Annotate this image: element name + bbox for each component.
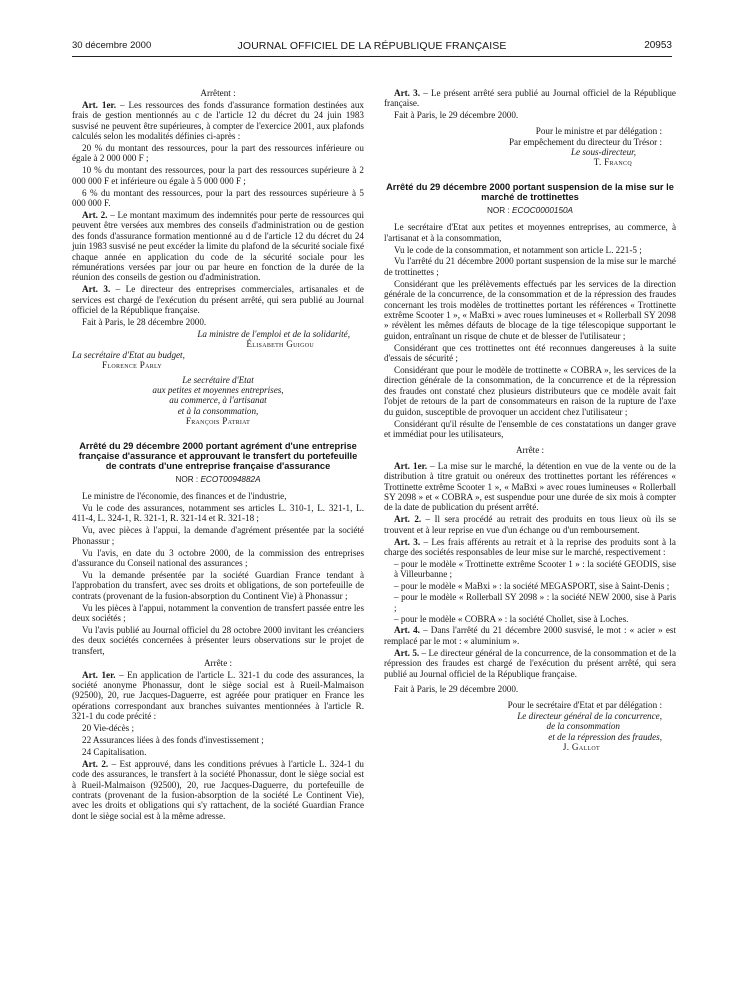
signatory-2-name: Florence Parly xyxy=(102,360,163,371)
article-1-item: 10 % du montant des ressources, pour la part des ressources supérieure à 2 000 000 F et inférieure ou égale à 5 000 000 F ; xyxy=(72,165,364,186)
vu-paragraph: Vu l'avis, en date du 3 octobre 2000, de la commission des entreprises d'assurance du Conseil national des assurances ; xyxy=(72,547,364,568)
decree-title: Arrêté du 29 décembre 2000 portant suspension de la mise sur le marché de trottinettes xyxy=(386,181,674,202)
decree-article-1-text: – La mise sur le marché, la détention en vue de la vente ou de la distribution à titre gratuit ou onéreux des trottinettes portant les références « Trottinette extrême Scooter 1 », « MaBxi » avec roues lumineuses « Rollerball SY 2098 » et « COBRA », est suspendue pour une durée de six mois à compter de la date de publication du présent arrêté. xyxy=(384,460,676,513)
considerant-paragraph: Considérant que ces trottinettes ont été reconnues dangereuses à la suite d'essais de sécurité ; xyxy=(384,342,676,364)
vu-paragraph: Vu le code de la consommation, et notamment son article L. 221-5 ; xyxy=(394,244,642,255)
done-at: Fait à Paris, le 29 décembre 2000. xyxy=(394,110,519,121)
article-1-text: – Les ressources des fonds d'assurance formation destinées aux frais de gestion mentionnés au c de l'article 12 du décret du 24 juin 1983 susvisé ne peuvent être supérieures, à compter de l'exercice 2001, aux plafonds calculés selon les modalités définies ci-après : xyxy=(72,99,364,142)
decree-article-4-text: – Dans l'arrêté du 21 décembre 2000 susvisé, le mot : « acier » est remplacé par le mot : « aluminium ». xyxy=(384,625,676,646)
signatory-title: Par empêchement du directeur du Trésor : xyxy=(508,136,662,147)
article-3-label: Art. 3. xyxy=(82,284,111,295)
signatory-name: T. Francq xyxy=(593,157,632,168)
decree-article-2-label: Art. 2. xyxy=(394,514,422,525)
vu-paragraph: Vu la demande présentée par la société Guardian France tendant à l'approbation du transfert, avec ses droits et obligations, de son portefeuille de contrats (provenant de la fusion-absorption du Continent Vie) à Phonassur ; xyxy=(72,569,364,601)
considerant-paragraph: Considérant que les prélèvements effectués par les services de la direction générale de la concurrence, de la consommation et de la répression des fraudes concernant les trois modèles de trottinettes portant les références « Trottinette extrême Scooter 1 », « MaBxi » avec roues lumineuses et « Rollerball SY 2098 » révèlent les mêmes défauts de blocage de la tige télescopique supportant le guidon, entraînant un risque de chute et de blesser de l'utilisateur ; xyxy=(384,278,676,341)
article-1-label: Art. 1er. xyxy=(82,99,117,110)
signatory-2-title: Le directeur général de la concurrence, xyxy=(517,710,662,721)
signatory-3-title: au commerce, à l'artisanat xyxy=(169,395,267,406)
vu-paragraph: Le secrétaire d'Etat aux petites et moyennes entreprises, au commerce, à l'artisanat et à la consommation, xyxy=(384,222,676,243)
decree-article-3-text: – Les frais afférents au retrait et à la reprise des produits sont à la charge des sociétés responsables de leur mise sur le marché, respectivement : xyxy=(384,536,676,558)
article-3 xyxy=(384,88,676,109)
signatory-title: Le sous-directeur, xyxy=(570,147,636,158)
company-item: – pour le modèle « Trottinette extrême Scooter 1 » : la société GEODIS, sise à Villeurbanne ; xyxy=(394,558,676,580)
arrete-label: Arrête : xyxy=(203,657,233,668)
signatory-2-title: Pour le secrétaire d'Etat et par délégation : xyxy=(507,700,662,711)
nor-code: ECOT0094882A xyxy=(200,474,261,484)
branch-item: 24 Capitalisation. xyxy=(82,746,147,757)
decree-article-1-text: – En application de l'article L. 321-1 du code des assurances, la société anonyme Phonassur, dont le siège social est à Rueil-Malmaison (92500), 20, rue Jacques-Daguerre, est agréée pour pratiquer en France les opérations correspondant aux branches suivantes mentionnées à l'article R. 321-1 du code précité : xyxy=(72,669,364,722)
article-2 xyxy=(72,210,364,283)
considerant-paragraph: Considérant qu'il résulte de l'ensemble de ces constatations un danger grave et immédiat pour les utilisateurs, xyxy=(384,418,676,439)
decree-article-4-label: Art. 4. xyxy=(394,625,420,636)
page-header xyxy=(72,40,672,56)
done-at: Fait à Paris, le 29 décembre 2000. xyxy=(394,684,519,695)
signatory-1-title: La ministre de l'emploi et de la solidarité, xyxy=(197,328,350,339)
company-item: – pour le modèle « Rollerball SY 2098 » : la société NEW 2000, sise à Paris ; xyxy=(394,592,676,613)
vu-paragraph: Le ministre de l'économie, des finances et de l'industrie, xyxy=(82,491,287,501)
header-title: JOURNAL OFFICIEL DE LA RÉPUBLIQUE FRANÇAISE xyxy=(237,40,507,52)
header-rule xyxy=(72,56,672,57)
decree-article-5-text: – Le directeur général de la concurrence, de la consommation et de la répression des fraudes est chargé de l'exécution du présent arrêté, qui sera publié au Journal officiel de la République française. xyxy=(384,647,676,679)
signatory-3-title: Le secrétaire d'Etat xyxy=(182,374,254,385)
company-item: – pour le modèle « MaBxi » : la société MEGASPORT, sise à Saint-Denis ; xyxy=(394,580,670,591)
right-column xyxy=(384,88,676,752)
decree-article-4 xyxy=(384,625,676,646)
decree-article-1-label: Art. 1er. xyxy=(394,460,428,471)
company-item: – pour le modèle « COBRA » : la société Chollet, sise à Loches. xyxy=(394,613,629,624)
vu-paragraph: Vu, avec pièces à l'appui, la demande d'agrément présentée par la société Phonassur ; xyxy=(72,525,364,546)
signatory-3-title: aux petites et moyennes entreprises, xyxy=(152,384,284,395)
decree-article-2-label: Art. 2. xyxy=(82,758,109,769)
done-at: Fait à Paris, le 28 décembre 2000. xyxy=(82,317,207,328)
arretent-label: Arrêtent : xyxy=(200,88,236,98)
header-date: 30 décembre 2000 xyxy=(72,40,152,51)
signatory-2-title: La secrétaire d'Etat au budget, xyxy=(72,349,185,360)
vu-paragraph: Vu l'avis publié au Journal officiel du 28 octobre 2000 invitant les créanciers des deux sociétés concernées à présenter leurs observations sur le projet de transfert, xyxy=(72,624,364,656)
nor-label: NOR : xyxy=(175,474,199,484)
signatory-3-title: et à la consommation, xyxy=(177,405,259,416)
decree-article-5 xyxy=(384,648,676,679)
vu-paragraph: Vu les pièces à l'appui, notamment la convention de transfert passée entre les deux sociétés ; xyxy=(72,602,364,623)
decree-article-2 xyxy=(72,759,364,821)
article-1 xyxy=(72,100,364,142)
page-number: 20953 xyxy=(644,40,672,51)
nor-label: NOR : xyxy=(486,205,510,215)
signatory-1-name: Élisabeth Guigou xyxy=(246,339,314,350)
branch-item: 22 Assurances liées à des fonds d'investissement ; xyxy=(82,734,264,745)
signatory-2-name: J. Gallot xyxy=(562,741,600,752)
article-1-item: 6 % du montant des ressources, pour la part des ressources supérieure à 5 000 000 F. xyxy=(72,187,364,209)
vu-paragraph: Vu l'arrêté du 21 décembre 2000 portant suspension de la mise sur le marché de trottinettes ; xyxy=(384,256,676,277)
decree-title: Arrêté du 29 décembre 2000 portant agrément d'une entreprise française d'assurance et approuvant le transfert du portefeuille de contrats d'une entreprise française d'assurance xyxy=(78,440,358,471)
article-2-text: – Le montant maximum des indemnités pour perte de ressources qui peuvent être versées aux membres des conseils d'administration ou de gestion des fonds d'assurance formation mentionné au d de l'article 12 du décret du 24 juin 1983 susvisé ne peut excéder la limite du plafond de la sécurité sociale fixé chaque année en application du code de la sécurité sociale pour les rémunérations versées par jour ou par heure en fonction de la durée de la réunion des conseils de gestion ou d'administration. xyxy=(72,209,364,283)
decree-article-3 xyxy=(384,537,676,558)
decree-article-2-text: – Est approuvé, dans les conditions prévues à l'article L. 324-1 du code des assurances, le transfert à la société Phonassur, dont le siège social est à Rueil-Malmaison (92500), 20, rue Jacques-Daguerre, du portefeuille de contrats (provenant de la fusion-absorption de la société Le Continent Vie), avec les droits et obligations qui s'y rattachent, de la société Guardian France dont le siège social est à la même adresse. xyxy=(72,758,364,821)
signatory-2-title: et de la répression des fraudes, xyxy=(548,731,662,742)
decree-article-1 xyxy=(72,670,364,722)
article-3-label: Art. 3. xyxy=(394,88,420,98)
considerant-paragraph: Considérant que pour le modèle de trottinette « COBRA », les services de la direction générale de la consommation, de la concurrence et de la répression des fraudes ont constaté chez plusieurs distributeurs que ce modèle avait fait l'objet de retours de la part de consommateurs en raison de la rupture de l'axe du guidon, susceptible de provoquer un accident chez l'utilisateur ; xyxy=(384,365,676,417)
left-column xyxy=(72,88,364,823)
decree-article-3-label: Art. 3. xyxy=(394,536,421,547)
signatory-2-title: de la consommation xyxy=(546,721,620,732)
decree-nor xyxy=(384,206,676,216)
decree-article-1-label: Art. 1er. xyxy=(82,669,116,680)
arrete-label: Arrête : xyxy=(515,444,545,455)
decree-article-1 xyxy=(384,461,676,513)
decree-article-2-text: – Il sera procédé au retrait des produits en tous lieux où ils se trouvent et à leur reprise en vue d'un échange ou d'un remboursement. xyxy=(384,514,676,535)
signatory-title: Pour le ministre et par délégation : xyxy=(535,126,662,137)
branch-item: 20 Vie-décès ; xyxy=(82,723,134,734)
nor-code: ECOC0000150A xyxy=(512,205,574,215)
signatory-3-name: François Patriat xyxy=(185,416,251,427)
article-3-text: – Le présent arrêté sera publié au Journal officiel de la République française. xyxy=(384,88,676,109)
vu-paragraph: Vu le code des assurances, notamment ses articles L. 310-1, L. 321-1, L. 411-4, L. 324-1, R. 321-1, R. 321-14 et R. 321-18 ; xyxy=(72,502,364,524)
article-1-item: 20 % du montant des ressources, pour la part des ressources inférieure ou égale à 2 000 000 F ; xyxy=(72,143,364,164)
decree-article-2 xyxy=(384,514,676,535)
article-2-label: Art. 2. xyxy=(82,209,108,220)
article-3 xyxy=(72,284,364,315)
decree-article-5-label: Art. 5. xyxy=(394,647,420,658)
article-3-text: – Le directeur des entreprises commerciales, artisanales et de services est chargé de l'exécution du présent arrêté, qui sera publié au Journal officiel de la République française. xyxy=(72,284,364,316)
decree-nor xyxy=(72,475,364,485)
